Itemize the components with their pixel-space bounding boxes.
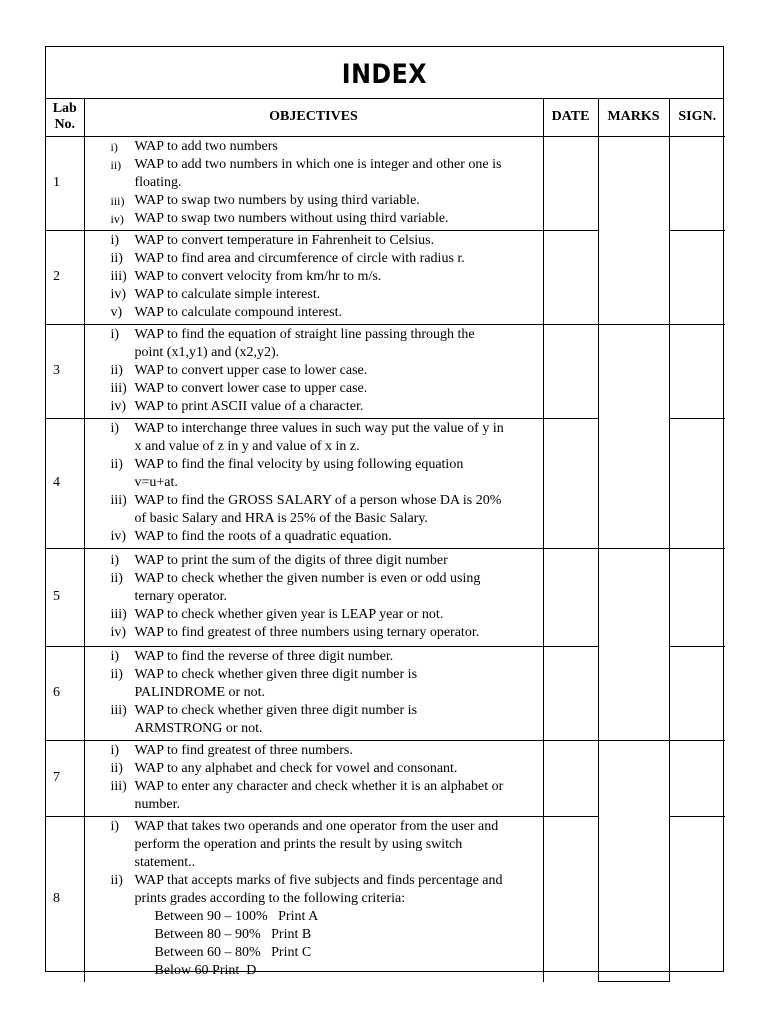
grade-criteria-line: Between 80 – 90% Print B	[154, 926, 312, 942]
objectives-cell	[84, 548, 543, 646]
objective-line	[111, 250, 538, 268]
objective-line	[111, 456, 538, 474]
objective-line	[111, 232, 538, 250]
objective-text: WAP to add two numbers	[134, 138, 278, 154]
date-cell[interactable]	[543, 740, 598, 816]
lab-number: 3	[46, 324, 84, 418]
objective-line	[111, 720, 538, 738]
objective-text: WAP to find the roots of a quadratic equation.	[134, 528, 392, 544]
objective-line	[111, 210, 538, 228]
objective-line	[111, 474, 538, 492]
objective-text: x and value of z in y and value of x in z.	[134, 438, 360, 454]
roman-numeral: i)	[110, 139, 118, 154]
lab-number: 6	[46, 646, 84, 740]
objectives-cell	[84, 740, 543, 816]
roman-numeral	[111, 510, 135, 528]
objective-text: of basic Salary and HRA is 25% of the Basic Salary.	[134, 510, 428, 526]
date-cell[interactable]	[543, 324, 598, 418]
objective-text: WAP to find greatest of three numbers.	[134, 742, 353, 758]
roman-numeral: ii)	[110, 157, 122, 172]
objective-line	[111, 438, 538, 456]
grade-criteria-line: Between 60 – 80% Print C	[154, 944, 312, 960]
objective-text: WAP to find area and circumference of circle with radius r.	[134, 250, 465, 266]
objective-text: floating.	[134, 174, 182, 190]
objective-line	[111, 648, 538, 666]
roman-numeral: iii)	[110, 492, 127, 508]
objective-line	[111, 818, 538, 836]
date-cell[interactable]	[543, 646, 598, 740]
objective-line	[111, 192, 538, 210]
header-sign: SIGN.	[669, 99, 725, 136]
objective-line	[111, 380, 538, 398]
roman-numeral: iii)	[110, 380, 127, 396]
date-cell[interactable]	[543, 136, 598, 230]
objective-text: v=u+at.	[134, 474, 178, 490]
roman-numeral	[111, 588, 135, 606]
marks-cell[interactable]	[598, 740, 669, 982]
grade-criteria-line: Below 60 Print D	[154, 962, 257, 978]
lab-row	[46, 136, 725, 230]
objective-line	[111, 326, 538, 344]
objective-text: WAP to find greatest of three numbers using ternary operator.	[134, 624, 480, 640]
objective-text: WAP to convert temperature in Fahrenheit to Celsius.	[134, 232, 435, 248]
roman-numeral: iv)	[110, 286, 127, 302]
objective-text: WAP to convert lower case to upper case.	[134, 380, 368, 396]
objective-line	[111, 510, 538, 528]
objective-line	[111, 138, 538, 156]
objective-text: statement..	[134, 854, 196, 870]
roman-numeral	[111, 474, 135, 492]
objective-text: WAP to print ASCII value of a character.	[134, 398, 364, 414]
objective-text: WAP to add two numbers in which one is integer and other one is	[134, 156, 502, 172]
objective-text: PALINDROME or not.	[134, 684, 266, 700]
roman-numeral	[111, 174, 135, 192]
roman-numeral: iii)	[110, 193, 125, 208]
objective-text: WAP to check whether given three digit number is	[134, 666, 418, 682]
roman-numeral: iii)	[110, 702, 127, 718]
objective-line	[111, 362, 538, 380]
header-date: DATE	[543, 99, 598, 136]
roman-numeral	[111, 720, 135, 738]
objective-line	[111, 174, 538, 192]
objectives-cell	[84, 816, 543, 982]
objective-text: WAP to any alphabet and check for vowel and consonant.	[134, 760, 458, 776]
date-cell[interactable]	[543, 230, 598, 324]
marks-cell[interactable]	[598, 136, 669, 324]
roman-numeral: ii)	[110, 456, 123, 472]
sign-cell[interactable]	[669, 646, 725, 740]
roman-numeral	[111, 890, 135, 908]
objective-line	[111, 742, 538, 760]
objective-text: WAP to check whether given year is LEAP year or not.	[134, 606, 444, 622]
title-row	[46, 47, 723, 99]
roman-numeral: i)	[110, 648, 120, 664]
objective-line	[111, 684, 538, 702]
objective-text: ternary operator.	[134, 588, 228, 604]
roman-numeral: iii)	[110, 268, 127, 284]
roman-numeral: iv)	[110, 211, 124, 226]
lab-row	[46, 324, 725, 418]
sign-cell[interactable]	[669, 324, 725, 418]
objective-text: ARMSTRONG or not.	[134, 720, 263, 736]
date-cell[interactable]	[543, 418, 598, 548]
roman-numeral	[111, 438, 135, 456]
header-row	[46, 99, 725, 136]
roman-numeral: ii)	[110, 872, 123, 888]
lab-rows	[46, 136, 725, 982]
objectives-cell	[84, 324, 543, 418]
objective-line	[111, 570, 538, 588]
roman-numeral: v)	[110, 304, 123, 320]
roman-numeral	[111, 684, 135, 702]
lab-row	[46, 740, 725, 816]
lab-row	[46, 548, 725, 646]
sign-cell[interactable]	[669, 418, 725, 548]
objective-line	[111, 398, 538, 416]
objective-text: WAP to find the final velocity by using following equation	[134, 456, 464, 472]
objective-line	[111, 872, 538, 890]
objective-text: point (x1,y1) and (x2,y2).	[134, 344, 280, 360]
objective-text: WAP to convert upper case to lower case.	[134, 362, 368, 378]
lab-number: 8	[46, 816, 84, 982]
lab-number: 1	[46, 136, 84, 230]
objective-text: WAP to find the equation of straight line passing through the	[134, 326, 475, 342]
objective-text: WAP to interchange three values in such way put the value of y in	[134, 420, 504, 436]
objectives-cell	[84, 646, 543, 740]
objective-line	[111, 796, 538, 814]
objective-line	[111, 528, 538, 546]
objective-line	[111, 854, 538, 872]
roman-numeral: ii)	[110, 362, 123, 378]
objective-text: WAP to enter any character and check whether it is an alphabet or	[134, 778, 504, 794]
sign-cell[interactable]	[669, 740, 725, 816]
objective-text: WAP to print the sum of the digits of three digit number	[134, 552, 448, 568]
date-cell[interactable]	[543, 816, 598, 982]
objective-text: WAP to swap two numbers by using third variable.	[134, 192, 420, 208]
objective-line	[111, 666, 538, 684]
objective-text: WAP to find the reverse of three digit number.	[134, 648, 394, 664]
objective-text: perform the operation and prints the result by using switch	[134, 836, 463, 852]
objective-line	[111, 836, 538, 854]
objective-line	[111, 286, 538, 304]
objective-text: prints grades according to the following criteria:	[134, 890, 406, 906]
objective-line	[111, 760, 538, 778]
objective-line	[111, 606, 538, 624]
roman-numeral: iii)	[110, 606, 127, 622]
objectives-cell	[84, 418, 543, 548]
roman-numeral: iv)	[110, 398, 127, 414]
date-cell[interactable]	[543, 548, 598, 646]
lab-number: 2	[46, 230, 84, 324]
objective-text: WAP that takes two operands and one operator from the user and	[134, 818, 499, 834]
objective-text: WAP to convert velocity from km/hr to m/s.	[134, 268, 382, 284]
objective-text: WAP to check whether the given number is even or odd using	[134, 570, 481, 586]
roman-numeral: ii)	[110, 570, 123, 586]
objective-line	[111, 588, 538, 606]
roman-numeral	[111, 796, 135, 814]
roman-numeral: i)	[110, 420, 120, 436]
objective-line	[111, 890, 538, 908]
objective-text: WAP that accepts marks of five subjects and finds percentage and	[134, 872, 503, 888]
objective-line	[111, 702, 538, 720]
index-sheet	[45, 46, 724, 978]
roman-numeral: iii)	[110, 778, 127, 794]
lab-number: 4	[46, 418, 84, 548]
objective-text: number.	[134, 796, 180, 812]
sign-cell[interactable]	[669, 548, 725, 646]
objective-text: WAP to check whether given three digit number is	[134, 702, 418, 718]
objective-line	[111, 420, 538, 438]
objective-line	[111, 552, 538, 570]
objective-line	[111, 156, 538, 174]
objective-line	[111, 304, 538, 322]
header-objectives: OBJECTIVES	[84, 99, 543, 136]
sign-cell[interactable]	[669, 136, 725, 230]
sign-cell[interactable]	[669, 230, 725, 324]
objective-text: WAP to calculate compound interest.	[134, 304, 342, 320]
roman-numeral: i)	[110, 742, 120, 758]
roman-numeral	[111, 344, 135, 362]
index-table	[46, 99, 725, 982]
objective-text: WAP to swap two numbers without using third variable.	[134, 210, 449, 226]
objectives-cell	[84, 230, 543, 324]
header-marks: MARKS	[598, 99, 669, 136]
grade-criteria-line: Between 90 – 100% Print A	[154, 908, 319, 924]
roman-numeral: iv)	[110, 624, 127, 640]
page-title: INDEX	[341, 59, 428, 90]
header-lab-no: Lab No.	[46, 99, 84, 136]
roman-numeral: i)	[110, 232, 120, 248]
objectives-cell	[84, 136, 543, 230]
lab-number: 5	[46, 548, 84, 646]
objective-line	[111, 624, 538, 642]
objective-line	[111, 492, 538, 510]
roman-numeral	[111, 854, 135, 872]
marks-cell[interactable]	[598, 324, 669, 548]
roman-numeral	[111, 836, 135, 854]
objective-line	[111, 778, 538, 796]
objective-text: WAP to calculate simple interest.	[134, 286, 321, 302]
roman-numeral: ii)	[110, 760, 123, 776]
marks-cell[interactable]	[598, 548, 669, 740]
lab-number: 7	[46, 740, 84, 816]
roman-numeral: ii)	[110, 666, 123, 682]
roman-numeral: ii)	[110, 250, 123, 266]
objective-line	[111, 344, 538, 362]
roman-numeral: i)	[110, 818, 120, 834]
roman-numeral: iv)	[110, 528, 127, 544]
roman-numeral: i)	[110, 326, 120, 342]
sign-cell[interactable]	[669, 816, 725, 982]
objective-text: WAP to find the GROSS SALARY of a person whose DA is 20%	[134, 492, 502, 508]
objective-line	[111, 268, 538, 286]
roman-numeral: i)	[110, 552, 120, 568]
